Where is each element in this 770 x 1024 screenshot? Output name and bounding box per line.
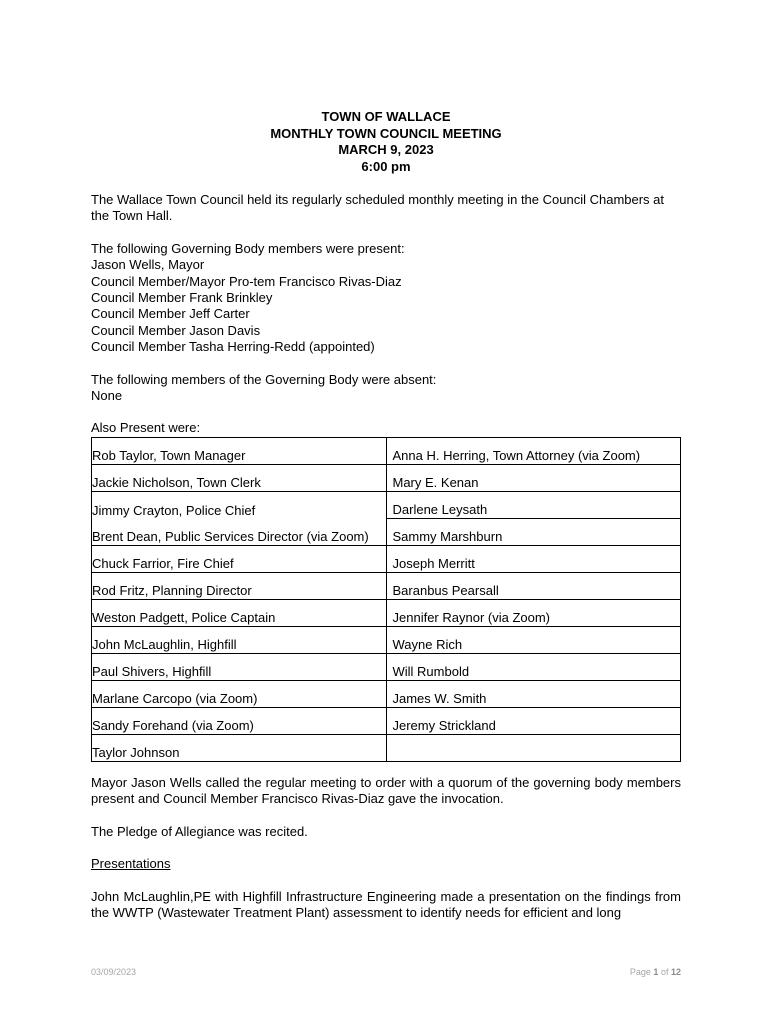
table-cell: Rob Taylor, Town Manager xyxy=(92,437,387,464)
absent-value: None xyxy=(91,388,123,404)
table-cell: Will Rumbold xyxy=(386,653,681,680)
present-member: Council Member Tasha Herring-Redd (appointed) xyxy=(91,339,375,355)
present-member: Council Member/Mayor Pro-tem Francisco Rivas-Diaz xyxy=(91,273,402,289)
table-cell: Brent Dean, Public Services Director (via Zoom) xyxy=(92,518,387,545)
table-cell: Sandy Forehand (via Zoom) xyxy=(92,707,387,734)
table-cell: Baranbus Pearsall xyxy=(386,572,681,599)
table-row xyxy=(92,518,681,545)
table-cell: Chuck Farrior, Fire Chief xyxy=(92,545,387,572)
pledge-paragraph: The Pledge of Allegiance was recited. xyxy=(91,823,308,839)
header-meeting: MONTHLY TOWN COUNCIL MEETING xyxy=(270,125,502,141)
footer-page-number xyxy=(630,964,681,980)
table-cell: Anna H. Herring, Town Attorney (via Zoom) xyxy=(386,437,681,464)
table-row xyxy=(92,680,681,707)
table-cell: Jackie Nicholson, Town Clerk xyxy=(92,464,387,491)
table-row xyxy=(92,626,681,653)
present-heading: The following Governing Body members were present: xyxy=(91,240,405,256)
table-cell: Wayne Rich xyxy=(386,626,681,653)
present-member: Council Member Jeff Carter xyxy=(91,306,250,322)
table-cell: Weston Padgett, Police Captain xyxy=(92,599,387,626)
table-cell: Joseph Merritt xyxy=(386,545,681,572)
table-row xyxy=(92,653,681,680)
presentation-paragraph: John McLaughlin,PE with Highfill Infrastructure Engineering made a presentation on the findings from the WWTP (Wastewater Treatment Plant) assessment to identify needs for efficient and long xyxy=(91,888,681,920)
table-cell: James W. Smith xyxy=(386,680,681,707)
header-date: MARCH 9, 2023 xyxy=(338,142,434,157)
table-row xyxy=(92,464,681,491)
present-member: Jason Wells, Mayor xyxy=(91,257,205,273)
footer-page-of: of xyxy=(660,967,669,977)
footer-date: 03/09/2023 xyxy=(91,967,137,977)
table-cell: John McLaughlin, Highfill xyxy=(92,626,387,653)
header-town: TOWN OF WALLACE xyxy=(321,109,451,124)
call-to-order-paragraph: Mayor Jason Wells called the regular meeting to order with a quorum of the governing body members present and Council Member Francisco Rivas-Diaz gave the invocation. xyxy=(91,774,681,807)
table-cell: Jennifer Raynor (via Zoom) xyxy=(386,599,681,626)
table-cell xyxy=(386,734,681,761)
table-row xyxy=(92,545,681,572)
absent-section xyxy=(91,372,681,405)
present-member: Council Member Jason Davis xyxy=(91,322,261,338)
table-row xyxy=(92,707,681,734)
table-cell: Marlane Carcopo (via Zoom) xyxy=(92,680,387,707)
absent-heading: The following members of the Governing Body were absent: xyxy=(91,371,437,387)
present-members-section xyxy=(91,241,681,356)
table-row xyxy=(92,734,681,761)
table-cell: Jimmy Crayton, Police Chief xyxy=(92,491,387,518)
table-cell: Paul Shivers, Highfill xyxy=(92,653,387,680)
table-cell: Jeremy Strickland xyxy=(386,707,681,734)
also-present-heading: Also Present were: xyxy=(91,420,201,436)
footer-page-prefix: Page xyxy=(629,967,651,977)
table-row xyxy=(92,572,681,599)
table-cell: Taylor Johnson xyxy=(92,734,387,761)
header-time: 6:00 pm xyxy=(361,158,411,174)
table-cell: Sammy Marshburn xyxy=(386,518,681,545)
table-cell: Rod Fritz, Planning Director xyxy=(92,572,387,599)
table-cell: Mary E. Kenan xyxy=(386,464,681,491)
table-row xyxy=(92,491,681,518)
document-content xyxy=(91,109,681,921)
intro-paragraph: The Wallace Town Council held its regularly scheduled monthly meeting in the Council Chambers at the Town Hall. xyxy=(91,192,665,224)
footer-current-page: 1 xyxy=(653,967,659,977)
table-row xyxy=(92,437,681,464)
presentations-heading: Presentations xyxy=(91,856,171,872)
footer-total-pages: 12 xyxy=(670,967,681,977)
table-row xyxy=(92,599,681,626)
also-present-table xyxy=(91,437,681,762)
document-header xyxy=(91,109,681,175)
table-cell: Darlene Leysath xyxy=(386,491,681,518)
present-member: Council Member Frank Brinkley xyxy=(91,290,273,306)
